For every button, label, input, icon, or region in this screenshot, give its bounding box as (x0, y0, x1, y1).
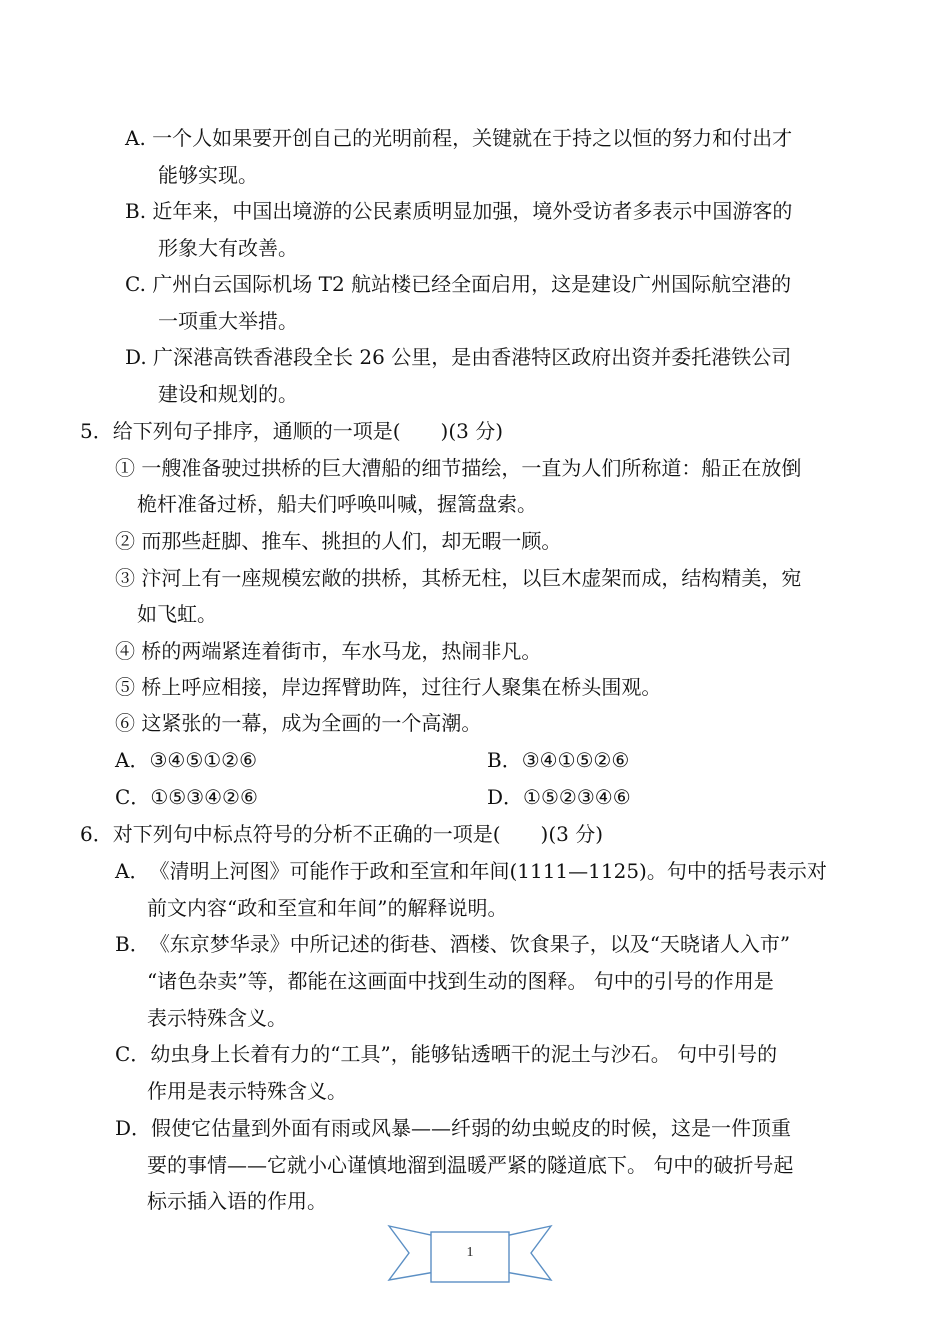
q4-option-a-cont: 能够实现。 (158, 163, 258, 187)
q4-option-c-label: C. (125, 272, 146, 296)
q6-option-d-label: D． (115, 1116, 152, 1140)
q4-option-b-label: B. (125, 199, 147, 223)
page-footer-ribbon (385, 1222, 555, 1284)
q6-option-c (115, 1042, 777, 1066)
q6-stem: 6．对下列句中标点符号的分析不正确的一项是( )(3 分) (80, 822, 604, 846)
q6-option-c-label: C． (115, 1042, 151, 1066)
q5-choice-c (115, 785, 258, 809)
q6-option-c-text: 幼虫身上长着有力的“工具”，能够钻透晒干的泥土与沙石。 句中引号的 (150, 1042, 778, 1066)
q6-option-b (115, 932, 790, 956)
q4-option-d (125, 345, 791, 369)
q4-option-c-cont: 一项重大举措。 (158, 309, 298, 333)
q5-choice-a-label: A． (115, 748, 150, 772)
q6-option-d-text: 假使它估量到外面有雨或风暴——纤弱的幼虫蜕皮的时候，这是一件顶重 (151, 1116, 792, 1140)
q6-option-b-cont2: 表示特殊含义。 (147, 1006, 287, 1030)
q5-sentence-1-cont: 桅杆准备过桥，船夫们呼唤叫喊，握篙盘索。 (137, 492, 537, 516)
q5-sentence-3: ③ 汴河上有一座规模宏敞的拱桥，其桥无柱，以巨木虚架而成，结构精美，宛 (115, 566, 802, 590)
q6-option-a-text: 《清明上河图》可能作于政和至宣和年间(1111—1125)。句中的括号表示对 (149, 859, 827, 883)
q5-sentence-2: ② 而那些赶脚、推车、挑担的人们，却无暇一顾。 (115, 529, 562, 553)
page-number: 1 (466, 1245, 474, 1260)
q5-sentence-1: ① 一艘准备驶过拱桥的巨大漕船的细节描绘，一直为人们所称道：船正在放倒 (115, 456, 802, 480)
q5-stem: 5．给下列句子排序，通顺的一项是( )(3 分) (80, 419, 504, 443)
q4-option-a (125, 126, 792, 150)
q5-choice-b-label: B． (487, 748, 522, 772)
q6-option-a-label: A． (115, 859, 150, 883)
q5-choice-b-text: ③④①⑤②⑥ (521, 748, 630, 772)
q5-choice-d-label: D． (487, 785, 524, 809)
q5-choice-c-text: ①⑤③④②⑥ (150, 785, 258, 809)
q5-choice-a (115, 748, 257, 772)
q4-option-c-text: 广州白云国际机场 T2 航站楼已经全面启用，这是建设广州国际航空港的 (152, 272, 792, 296)
q5-sentence-4: ④ 桥的两端紧连着街市，车水马龙，热闹非凡。 (115, 639, 542, 663)
q4-option-d-cont: 建设和规划的。 (158, 382, 298, 406)
q6-option-b-text: 《东京梦华录》中所记述的街巷、酒楼、饮食果子，以及“天晓诸人入市” (149, 932, 791, 956)
q6-option-a-cont: 前文内容“政和至宣和年间”的解释说明。 (147, 896, 508, 920)
q6-option-d-cont1: 要的事情——它就小心谨慎地溜到温暖严紧的隧道底下。 句中的破折号起 (147, 1153, 794, 1177)
q6-option-b-cont1: “诸色杂卖”等，都能在这画面中找到生动的图释。 句中的引号的作用是 (147, 969, 774, 993)
q6-option-d-cont2: 标示插入语的作用。 (147, 1189, 327, 1213)
q4-option-d-label: D. (125, 345, 147, 369)
q4-option-c (125, 272, 791, 296)
q5-sentence-5: ⑤ 桥上呼应相接，岸边挥臂助阵，过往行人聚集在桥头围观。 (115, 675, 662, 699)
q5-choice-d (487, 785, 631, 809)
q5-choice-c-label: C． (115, 785, 151, 809)
q4-option-b-cont: 形象大有改善。 (158, 236, 298, 260)
q5-sentence-3-cont: 如飞虹。 (137, 602, 217, 626)
q4-option-b (125, 199, 792, 223)
q6-option-c-cont: 作用是表示特殊含义。 (147, 1079, 347, 1103)
q4-option-d-text: 广深港高铁香港段全长 26 公里，是由香港特区政府出资并委托港铁公司 (153, 345, 792, 369)
q6-option-a (115, 859, 827, 883)
q4-option-a-text: 一个人如果要开创自己的光明前程，关键就在于持之以恒的努力和付出才 (152, 126, 793, 150)
q4-option-b-text: 近年来，中国出境游的公民素质明显加强，境外受访者多表示中国游客的 (152, 199, 793, 223)
q6-option-b-label: B． (115, 932, 150, 956)
q6-option-d (115, 1116, 791, 1140)
q5-choice-a-text: ③④⑤①②⑥ (149, 748, 258, 772)
q5-choice-b (487, 748, 629, 772)
q5-sentence-6: ⑥ 这紧张的一幕，成为全画的一个高潮。 (115, 711, 482, 735)
q5-choice-d-text: ①⑤②③④⑥ (523, 785, 631, 809)
q4-option-a-label: A. (125, 126, 146, 150)
